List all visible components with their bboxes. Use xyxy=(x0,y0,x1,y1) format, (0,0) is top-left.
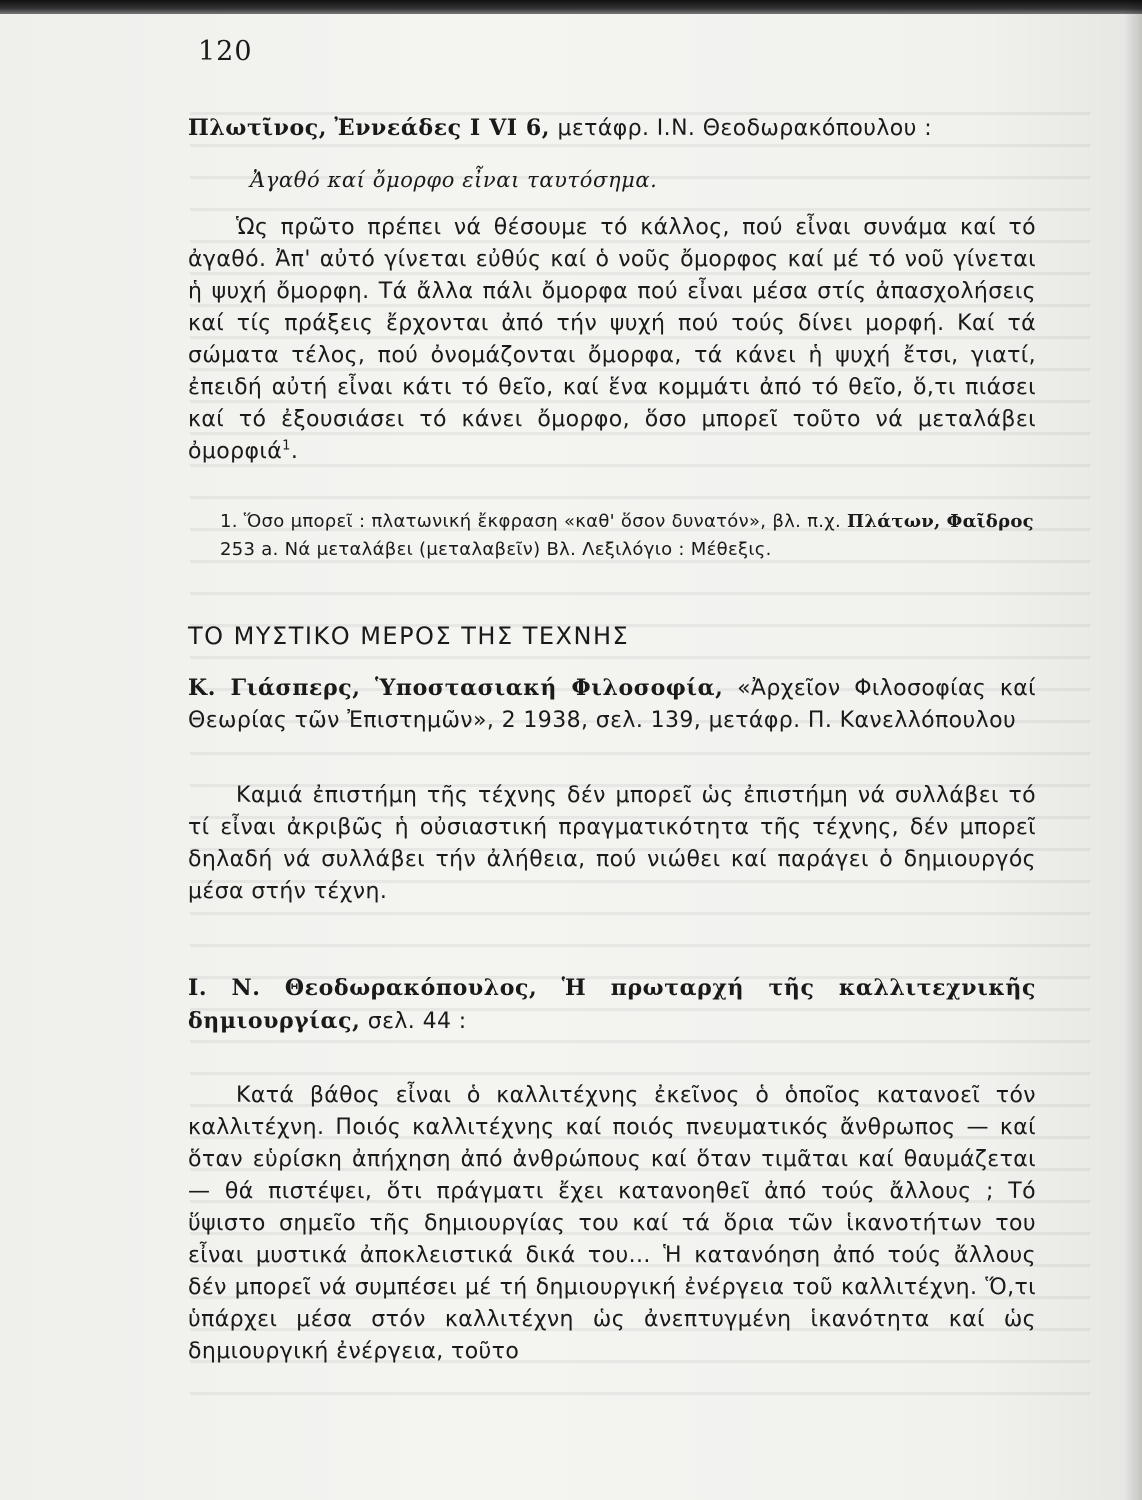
plotinus-reference xyxy=(188,112,1036,145)
plotinus-work: Ἐννεάδες Ι VI 6, xyxy=(334,115,551,141)
section-title: ΤΟ ΜΥΣΤΙΚΟ ΜΕΡΟΣ ΤΗΣ ΤΕΧΝΗΣ xyxy=(188,622,630,650)
page-number: 120 xyxy=(198,36,253,67)
jaspers-text: Καμιά ἐπιστήμη τῆς τέχνης δέν μπορεῖ ὡς ἐπιστήμη νά συλλάβει τό τί εἶναι ἀκριβῶς ἡ οὐσιαστική πραγματικότητα τῆς τέχνης, δέν μπορεῖ δηλαδή νά συλλάβει τήν ἀλήθεια, πού νιώθει καί παράγει ὁ δημιουργός μέσα στήν τέχνη. xyxy=(188,783,1036,904)
plotinus-author: Πλωτῖνος, xyxy=(188,115,327,141)
plotinus-text: Ὡς πρῶτο πρέπει νά θέσουμε τό κάλλος, πού εἶναι συνάμα καί τό ἀγαθό. Ἀπ' αὐτό γίνεται εὐθύς καί ὁ νοῦς ὄμορφος καί μέ τό νοῦ γίνεται ἡ ψυχή ὄμορφη. Τά ἄλλα πάλι ὄμορφα πού εἶναι μέσα στίς ἀπασχολήσεις καί τίς πράξεις ἔρχονται ἀπό τήν ψυχή πού τούς δίνει μορφή. Καί τά σώματα τέλος, πού ὀνομάζονται ὄμορφα, τά κάνει ἡ ψυχή ἔτσι, γιατί, ἐπειδή αὐτή εἶναι κάτι τό θεῖο, καί ἕνα κομμάτι ἀπό τό θεῖο, ὅ,τι πιάσει καί τό ἐξουσιάσει τό κάνει ὄμορφο, ὅσο μπορεῖ τοῦτο νά μεταλάβει ὀμορφιά$^1$. xyxy=(188,215,1036,464)
theodorakopoulos-ref-rest: σελ. 44 : xyxy=(367,1009,467,1034)
footnote-marker: 1 xyxy=(282,438,291,454)
theodorakopoulos-text: Κατά βάθος εἶναι ὁ καλλιτέχνης ἐκεῖνος ὁ ὁποῖος κατανοεῖ τόν καλλιτέχνη. Ποιός καλλιτέχνης καί ποιός πνευματικός ἄνθρωπος — καί ὅταν εὑρίσκη ἀπήχηση ἀπό ἀνθρώπους καί ὅταν τιμᾶται καί θαυμάζεται — θά πιστέψει, ὅτι πράγματι ἔχει κατανοηθεῖ ἀπό τούς ἄλλους ; Τό ὕψιστο σημεῖο τῆς δημιουργίας του καί τά ὅρια τῶν ἱκανοτήτων του εἶναι μυστικά ἀποκλειστικά δικά του... Ἡ κατανόηση ἀπό τούς ἄλλους δέν μπορεῖ νά συμπέσει μέ τή δημιουργική ἐνέργεια τοῦ καλλιτέχνη. Ὅ,τι ὑπάρχει μέσα στόν καλλιτέχνη ὡς ἀνεπτυγμένη ἱκανότητα καί ὡς δημιουργική ἐνέργεια, τοῦτο xyxy=(188,1083,1036,1364)
scan-top-border xyxy=(0,0,1142,14)
scan-right-shadow xyxy=(1124,0,1142,1500)
theodorakopoulos-reference xyxy=(188,972,1036,1038)
footnote-text-d: 253 a. Νά μεταλάβει (μεταλαβεῖν) Βλ. Λεξιλόγιο : Μέθεξις. xyxy=(220,539,772,560)
plotinus-body: Ὡς πρῶτο πρέπει νά θέσουμε τό κάλλος, πού εἶναι συνάμα καί τό ἀγαθό. Ἀπ' αὐτό γίνεται εὐθύς καί ὁ νοῦς ὄμορφος καί μέ τό νοῦ γίνεται ἡ ψυχή ὄμορφη. Τά ἄλλα πάλι ὄμορφα πού εἶναι μέσα στίς ἀπασχολήσεις καί τίς πράξεις ἔρχονται ἀπό τήν ψυχή πού τούς δίνει μορφή. Καί τά σώματα τέλος, πού ὀνομάζονται ὄμορφα, τά κάνει ἡ ψυχή ἔτσι, γιατί, ἐπειδή αὐτή εἶναι κάτι τό θεῖο, καί ἕνα κομμάτι ἀπό τό θεῖο, ὅ,τι πιάσει καί τό ἐξουσιάσει τό κάνει ὄμορφο, ὅσο μπορεῖ τοῦτο νά μεταλάβει ὀμορφιά xyxy=(188,215,1036,464)
plotinus-epigraph: Ἀγαθό καί ὄμορφο εἶναι ταυτόσημα. xyxy=(250,168,658,192)
jaspers-reference xyxy=(188,672,1036,737)
footnote-text-a: 1. Ὅσο μπορεῖ : πλατωνική ἔκφραση «καθ' ὅσον δυνατόν», βλ. π.χ. xyxy=(220,511,841,532)
plotinus-translation: μετάφρ. Ι.Ν. Θεοδωρακόπουλου : xyxy=(557,116,933,141)
footnote-plato: Πλάτων, xyxy=(847,511,941,532)
footnote xyxy=(220,508,1036,564)
jaspers-ref-bold: Κ. Γιάσπερς, Ὑποστασιακή Φιλοσοφία, xyxy=(188,675,724,701)
theodorakopoulos-ref-bold: Ι. Ν. Θεοδωρακόπουλος, Ἡ πρωταρχή τῆς καλλιτεχνικῆς δημιουργίας, xyxy=(188,975,1036,1034)
footnote-phaedrus: Φαῖδρος xyxy=(946,511,1034,532)
jaspers-ref-rest: «Ἀρχεῖον Φιλοσοφίας καί Θεωρίας τῶν Ἐπιστημῶν», 2 1938, σελ. 139, μετάφρ. Π. Κανελλόπουλου xyxy=(188,676,1036,733)
